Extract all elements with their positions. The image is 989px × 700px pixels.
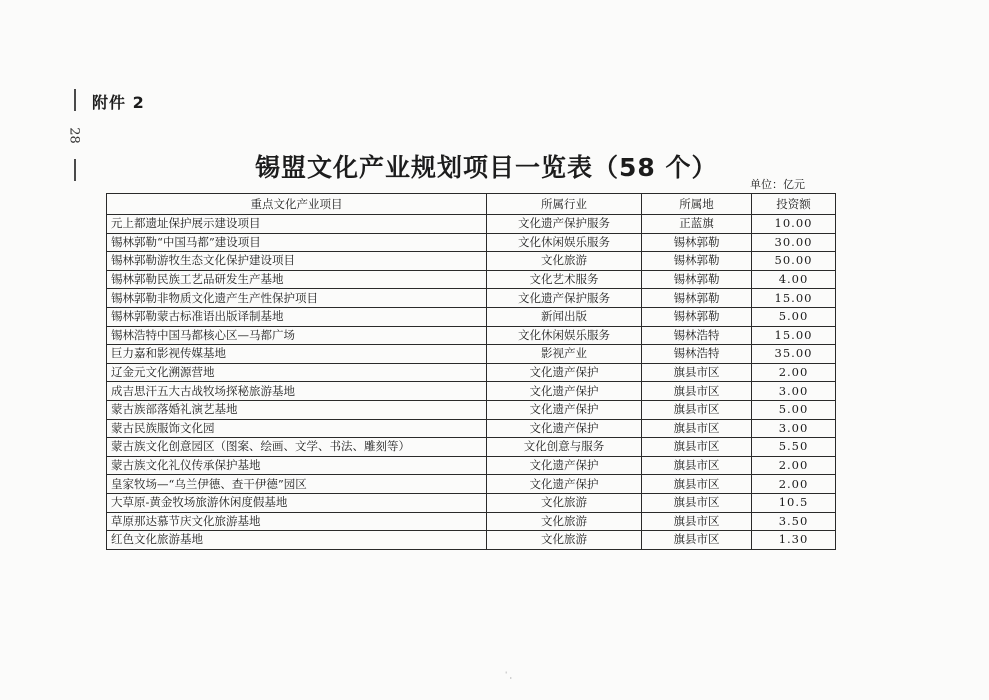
investment-cell: 3.50 bbox=[752, 512, 836, 531]
table-header-row bbox=[107, 194, 836, 215]
table-row bbox=[107, 382, 836, 401]
location-cell: 旗县市区 bbox=[642, 400, 752, 419]
table-row bbox=[107, 475, 836, 494]
location-cell: 锡林郭勒 bbox=[642, 307, 752, 326]
table-row bbox=[107, 512, 836, 531]
project-name-cell: 草原那达慕节庆文化旅游基地 bbox=[107, 512, 487, 531]
investment-cell: 10.5 bbox=[752, 493, 836, 512]
table-row bbox=[107, 252, 836, 271]
table-row bbox=[107, 345, 836, 364]
table-row bbox=[107, 233, 836, 252]
location-cell: 旗县市区 bbox=[642, 512, 752, 531]
industry-cell: 文化遗产保护 bbox=[487, 456, 642, 475]
industry-cell: 文化旅游 bbox=[487, 252, 642, 271]
table-row bbox=[107, 215, 836, 234]
industry-cell: 文化休闲娱乐服务 bbox=[487, 233, 642, 252]
industry-cell: 文化旅游 bbox=[487, 531, 642, 550]
table-body bbox=[107, 215, 836, 550]
header-project: 重点文化产业项目 bbox=[107, 194, 487, 215]
location-cell: 旗县市区 bbox=[642, 419, 752, 438]
investment-cell: 15.00 bbox=[752, 289, 836, 308]
margin-rule-top bbox=[74, 89, 76, 111]
header-location: 所属地 bbox=[642, 194, 752, 215]
investment-cell: 5.00 bbox=[752, 400, 836, 419]
location-cell: 旗县市区 bbox=[642, 382, 752, 401]
project-name-cell: 大草原-黄金牧场旅游休闲度假基地 bbox=[107, 493, 487, 512]
margin-rule-bottom bbox=[74, 159, 76, 181]
page-title: 锡盟文化产业规划项目一览表（58 个） bbox=[255, 153, 718, 182]
investment-cell: 5.50 bbox=[752, 438, 836, 457]
location-cell: 锡林郭勒 bbox=[642, 270, 752, 289]
industry-cell: 新闻出版 bbox=[487, 307, 642, 326]
location-cell: 旗县市区 bbox=[642, 493, 752, 512]
table-row bbox=[107, 456, 836, 475]
location-cell: 锡林郭勒 bbox=[642, 289, 752, 308]
project-name-cell: 锡林郭勒非物质文化遗产生产性保护项目 bbox=[107, 289, 487, 308]
industry-cell: 影视产业 bbox=[487, 345, 642, 364]
header-investment: 投资额 bbox=[752, 194, 836, 215]
investment-cell: 2.00 bbox=[752, 475, 836, 494]
investment-cell: 10.00 bbox=[752, 215, 836, 234]
attachment-label: 附件 2 bbox=[92, 93, 145, 112]
investment-cell: 3.00 bbox=[752, 382, 836, 401]
location-cell: 锡林郭勒 bbox=[642, 252, 752, 271]
location-cell: 锡林郭勒 bbox=[642, 233, 752, 252]
industry-cell: 文化遗产保护 bbox=[487, 419, 642, 438]
investment-cell: 35.00 bbox=[752, 345, 836, 364]
investment-cell: 15.00 bbox=[752, 326, 836, 345]
project-name-cell: 红色文化旅游基地 bbox=[107, 531, 487, 550]
industry-cell: 文化创意与服务 bbox=[487, 438, 642, 457]
location-cell: 旗县市区 bbox=[642, 456, 752, 475]
project-name-cell: 元上都遗址保护展示建设项目 bbox=[107, 215, 487, 234]
investment-cell: 50.00 bbox=[752, 252, 836, 271]
projects-table bbox=[106, 193, 836, 550]
industry-cell: 文化遗产保护 bbox=[487, 400, 642, 419]
location-cell: 旗县市区 bbox=[642, 438, 752, 457]
table-row bbox=[107, 400, 836, 419]
location-cell: 旗县市区 bbox=[642, 475, 752, 494]
industry-cell: 文化旅游 bbox=[487, 512, 642, 531]
table-row bbox=[107, 326, 836, 345]
project-name-cell: 锡林浩特中国马都核心区—马都广场 bbox=[107, 326, 487, 345]
investment-cell: 3.00 bbox=[752, 419, 836, 438]
table-row bbox=[107, 289, 836, 308]
industry-cell: 文化遗产保护服务 bbox=[487, 215, 642, 234]
unit-label: 单位：亿元 bbox=[750, 178, 805, 191]
investment-cell: 30.00 bbox=[752, 233, 836, 252]
project-name-cell: 蒙古族文化创意园区（图案、绘画、文学、书法、雕刻等） bbox=[107, 438, 487, 457]
industry-cell: 文化遗产保护 bbox=[487, 382, 642, 401]
industry-cell: 文化遗产保护 bbox=[487, 475, 642, 494]
project-name-cell: 锡林郭勒游牧生态文化保护建设项目 bbox=[107, 252, 487, 271]
project-name-cell: 锡林郭勒“中国马都”建设项目 bbox=[107, 233, 487, 252]
investment-cell: 2.00 bbox=[752, 363, 836, 382]
project-name-cell: 成吉思汗五大古战牧场探秘旅游基地 bbox=[107, 382, 487, 401]
investment-cell: 2.00 bbox=[752, 456, 836, 475]
project-name-cell: 巨力嘉和影视传媒基地 bbox=[107, 345, 487, 364]
project-name-cell: 蒙古族文化礼仪传承保护基地 bbox=[107, 456, 487, 475]
table-row bbox=[107, 493, 836, 512]
industry-cell: 文化旅游 bbox=[487, 493, 642, 512]
investment-cell: 1.30 bbox=[752, 531, 836, 550]
table-row bbox=[107, 419, 836, 438]
project-name-cell: 蒙古族部落婚礼演艺基地 bbox=[107, 400, 487, 419]
scan-mark: ˈ ˌ bbox=[505, 671, 512, 680]
project-name-cell: 辽金元文化溯源营地 bbox=[107, 363, 487, 382]
table-row bbox=[107, 363, 836, 382]
project-name-cell: 皇家牧场—“乌兰伊德、查干伊德”园区 bbox=[107, 475, 487, 494]
table-row bbox=[107, 270, 836, 289]
industry-cell: 文化遗产保护 bbox=[487, 363, 642, 382]
table-row bbox=[107, 531, 836, 550]
location-cell: 旗县市区 bbox=[642, 531, 752, 550]
page-number: 28 bbox=[66, 127, 82, 144]
location-cell: 正蓝旗 bbox=[642, 215, 752, 234]
location-cell: 旗县市区 bbox=[642, 363, 752, 382]
investment-cell: 5.00 bbox=[752, 307, 836, 326]
industry-cell: 文化遗产保护服务 bbox=[487, 289, 642, 308]
location-cell: 锡林浩特 bbox=[642, 326, 752, 345]
table-row bbox=[107, 307, 836, 326]
project-name-cell: 蒙古民族服饰文化园 bbox=[107, 419, 487, 438]
project-name-cell: 锡林郭勒民族工艺品研发生产基地 bbox=[107, 270, 487, 289]
header-industry: 所属行业 bbox=[487, 194, 642, 215]
industry-cell: 文化艺术服务 bbox=[487, 270, 642, 289]
industry-cell: 文化休闲娱乐服务 bbox=[487, 326, 642, 345]
investment-cell: 4.00 bbox=[752, 270, 836, 289]
table-row bbox=[107, 438, 836, 457]
location-cell: 锡林浩特 bbox=[642, 345, 752, 364]
project-name-cell: 锡林郭勒蒙古标准语出版译制基地 bbox=[107, 307, 487, 326]
